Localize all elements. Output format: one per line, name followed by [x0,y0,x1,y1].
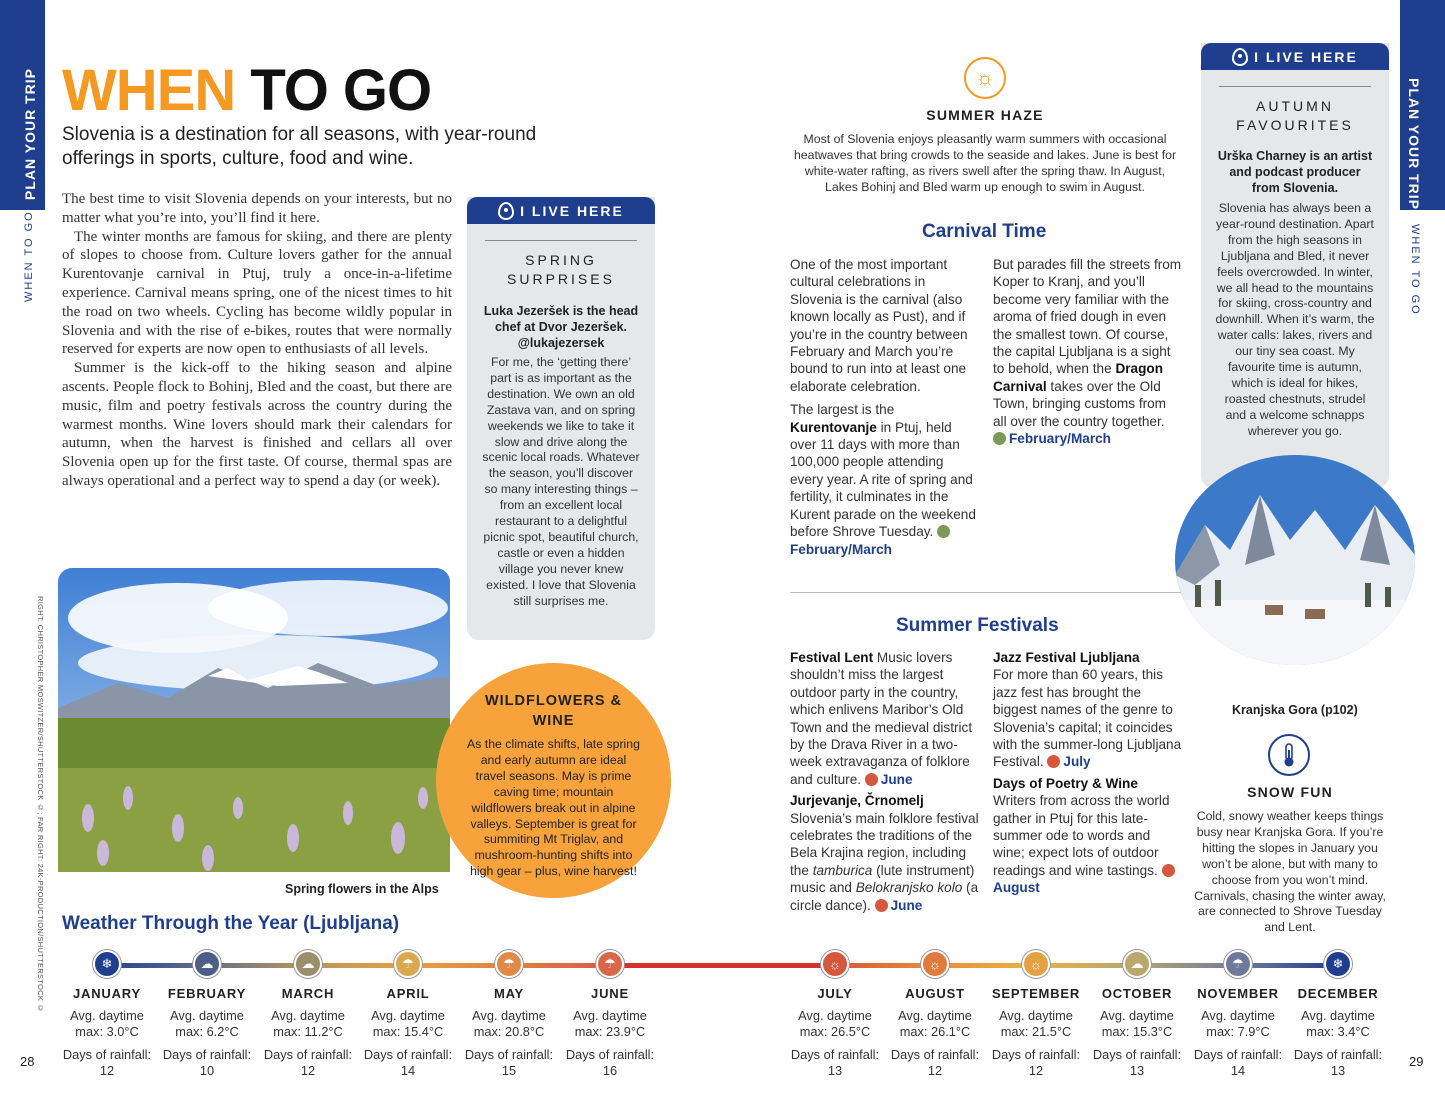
snowflake-icon: ❄ [1324,950,1352,978]
cloud-sun-icon: ☁ [1123,950,1151,978]
avg-max-temp: Avg. daytime max: 23.9°C [573,1008,647,1039]
card-subtitle: AUTUMN FAVOURITES [1219,86,1371,135]
text: in Ptuj, held over 11 days with more than 100,000 people attending every year. A rite of spring and fertility, it culminates in the Kurent parade on the weekend before Shrove Tuesday. [790,419,976,540]
rainfall-label: Days of rainfall: [363,1047,453,1062]
event-name: Jazz Festival Ljubljana [993,650,1140,665]
month-name: JULY [817,986,853,1001]
avg-max-temp: Avg. daytime max: 3.4°C [1301,1008,1375,1039]
month-name: JANUARY [73,986,141,1001]
avg-max-temp: Avg. daytime max: 15.4°C [371,1008,445,1039]
rainfall-label: Days of rainfall: [62,1047,152,1062]
rainfall-label: Days of rainfall: [790,1047,880,1062]
wildflowers-title: WILDFLOWERS & WINE [484,693,623,729]
body-paragraph: The winter months are famous for skiing, and there are plenty of slopes to choose from. Culture lovers gather for the annual Kurentovanje carnival in Ptuj, truly a once-in-a-lifetime experience. Carnival means spring, one of the nicest times to hit the road on two wheels. Cycling has become wildly popular in Slovenia and with the rise of e-bikes, routes that were normally reserved for experts are now open to enthusiasts of all levels. [62,228,452,358]
month-name: NOVEMBER [1197,986,1279,1001]
photo-caption: Kranjska Gora (p102) [1232,703,1358,717]
carnival-col2 [993,256,1183,447]
rain-icon: ☂ [596,950,624,978]
festival-item [790,649,980,788]
rainfall-days: 13 [1330,1063,1346,1078]
kranjska-gora-photo [1175,455,1415,665]
month-name: OCTOBER [1101,986,1173,1001]
avg-max-temp: Avg. daytime max: 6.2°C [170,1008,244,1039]
plan-your-trip-tab-left [0,0,45,210]
sun-icon [865,773,878,786]
festivals-heading: Summer Festivals [896,615,1059,636]
event-name: Days of Poetry & Wine [993,775,1138,791]
carnival-heading: Carnival Time [922,221,1047,242]
snowflake-icon: ❄ [93,950,121,978]
month-name: APRIL [386,986,430,1001]
rainfall-days: 12 [99,1063,115,1078]
avg-max-temp: Avg. daytime max: 11.2°C [271,1008,345,1039]
summer-haze-text: Most of Slovenia enjoys pleasantly warm summers with occasional heatwaves that bring crowds to the seaside and lakes. June is best for white-water rafting, as rivers swell after the spring thaw. In August, Lakes Bohinj and Bled warm up enough to swim in August. [793,132,1177,194]
divider [790,592,1186,593]
intro-text: Slovenia is a destination for all seasons, with year-round offerings in sports, culture, food and wine. [62,124,537,169]
i-live-here-card-autumn [1201,43,1389,488]
timeline-bar [835,963,1338,968]
festival-item [993,649,1185,771]
section-label-left: WHEN TO GO [23,210,35,302]
rain-icon: ☂ [1224,950,1252,978]
month-tag: June [880,771,913,787]
card-header-label: I LIVE HERE [1254,48,1358,65]
carnival-col1 [790,256,980,558]
sun-icon: ☼ [821,950,849,978]
carnival-paragraph [790,401,980,558]
month-column [1183,985,1293,1079]
body-paragraph: Summer is the kick-off to the hiking season and alpine ascents. People flock to Bohinj, Bled and the coast, but there are music, film and poetry festivals across the country during the warmest months. Wine lovers should mark their calendars for autumn, when the harvest is finished and cellars all over Slovenia open up for the first taste. Of course, thermal spas are always operational and a perfect way to spend a day (or week). [62,360,452,489]
festivals-col2 [993,649,1185,897]
avg-max-temp: Avg. daytime max: 20.8°C [472,1008,546,1039]
tab-label: PLAN YOUR TRIP [22,68,38,200]
month-column [1283,985,1393,1079]
month-column [152,985,262,1079]
rainfall-days: 13 [827,1063,843,1078]
rainfall-label: Days of rainfall: [991,1047,1081,1062]
location-pin-icon [1232,48,1248,66]
card-intro: Urška Charney is an artist and podcast producer from Slovenia. [1217,149,1373,195]
location-pin-icon [498,202,514,220]
wildflowers-text: As the climate shifts, late spring and early autumn are ideal travel seasons. May is prime caving time; mountain wildflowers break out in alpine valleys. September is great for summiting Mt Triglav, and mushroom-hunting shifts into high gear – plus, wine harvest! [467,737,640,879]
month-column [1082,985,1192,1079]
rain-icon: ☂ [495,950,523,978]
title-black: TO GO [235,58,432,123]
cloud-sun-icon: ☁ [294,950,322,978]
rainfall-label: Days of rainfall: [1193,1047,1283,1062]
rainfall-label: Days of rainfall: [162,1047,252,1062]
festivals-col1 [790,649,980,914]
sun-icon [1162,864,1175,877]
sun-icon: ☼ [921,950,949,978]
avg-max-temp: Avg. daytime max: 21.5°C [999,1008,1073,1039]
rainfall-days: 12 [1028,1063,1044,1078]
month-column [555,985,665,1079]
timeline-bar [96,963,619,968]
month-column [981,985,1091,1079]
rainfall-label: Days of rainfall: [565,1047,655,1062]
card-text: For me, the ‘getting there’ part is as important as the destination. We own an old Zastava van, and on spring weekends we like to take it slow and drive along the scenic local roads. Whatever the season, you’ll discover so many interesting things – from an excellent local restaurant to a delightful picnic spot, beautiful church, castle or even a hidden village you never knew existed. I love that Slovenia still surprises me. [482,355,640,608]
text: Writers from across the world gather in Ptuj for this late-summer ode to words and wine; expect lots of outdoor readings and wine tastings. [993,793,1170,878]
text: tamburica [812,862,873,878]
rainfall-label: Days of rainfall: [464,1047,554,1062]
card-header [467,197,655,224]
event-name: Jurjevanje, Črnomelj [790,793,924,809]
month-column [880,985,990,1079]
rainfall-label: Days of rainfall: [890,1047,980,1062]
card-header-label: I LIVE HERE [520,202,624,219]
festival-item [790,792,980,914]
month-tag: February/March [1009,431,1111,447]
cloud-sun-icon: ☁ [193,950,221,978]
photo-credit: RIGHT: CHRISTOPHER MOSWITZER/SHUTTERSTOCK ©; FAR RIGHT: 24K-PRODUCTION/SHUTTERSTOCK © [36,596,45,1013]
text: Slovenia’s main folklore festival celebrates the traditions of the Bela Krajina region, including the [790,810,979,878]
body-paragraph: The best time to visit Slovenia depends on your interests, but no matter what you’re into, you’ll find it here. [62,191,452,226]
text: (lute instrument) music and [790,862,975,896]
carnival-paragraph: One of the most important cultural celebrations in Slovenia is the carnival (also known locally as Pust), and if you’re in the country between February and March you’re bound to run into at least one elaborate celebration. [790,257,968,394]
section-label-right: WHEN TO GO [1409,224,1421,316]
summer-haze-title: SUMMER HAZE [926,107,1044,123]
rainfall-label: Days of rainfall: [263,1047,353,1062]
avg-max-temp: Avg. daytime max: 7.9°C [1201,1008,1275,1039]
avg-max-temp: Avg. daytime max: 26.1°C [898,1008,972,1039]
rainfall-label: Days of rainfall: [1092,1047,1182,1062]
snow-fun-text: Cold, snowy weather keeps things busy near Kranjska Gora. If you’re hitting the slopes in January you won’t be alone, but with many to choose from you won’t mind. Carnivals, chasing the winter away, are connected to Shrove Tuesday and Lent. [1194,809,1386,935]
rainfall-days: 16 [602,1063,618,1078]
plan-your-trip-tab-right [1400,0,1445,210]
rainfall-days: 12 [300,1063,316,1078]
page-number-left: 28 [20,1054,35,1069]
month-name: AUGUST [905,986,965,1001]
month-name: DECEMBER [1297,986,1379,1001]
text: takes over the Old Town, bringing customs from all over the country together. [993,378,1167,429]
card-header [1201,43,1389,70]
month-column [454,985,564,1079]
month-name: SEPTEMBER [991,986,1081,1001]
event-name: Kurentovanje [790,419,877,435]
month-tag: August [993,880,1040,896]
i-live-here-card-spring [467,197,655,640]
photo-caption: Spring flowers in the Alps [285,882,439,896]
card-intro: Luka Jezeršek is the head chef at Dvor Jezeršek. @lukajezersek [483,304,639,350]
body-text [62,190,452,491]
month-tag: February/March [790,541,892,557]
spring-flowers-photo [58,568,450,872]
month-name: MARCH [281,986,335,1001]
card-subtitle: SPRING SURPRISES [485,240,637,289]
event-name: Festival Lent [790,650,874,665]
snow-fun-title: SNOW FUN [1247,784,1333,800]
month-column [353,985,463,1079]
month-column [52,985,162,1079]
month-name: JUNE [591,986,629,1001]
text: (a circle dance). [790,880,979,913]
month-column [780,985,890,1079]
month-name: FEBRUARY [167,986,247,1001]
cloud-sun-icon [937,525,950,538]
cloud-sun-icon [993,432,1006,445]
rainfall-days: 15 [501,1063,517,1078]
rainfall-days: 13 [1129,1063,1145,1078]
month-name: MAY [493,986,525,1001]
sun-icon: ☼ [964,57,1006,99]
text: Music lovers shouldn’t miss the largest outdoor party in the country, which enlivens Maribor’s Old Town and the medieval district by the Drava River in a two-week extravaganza of folklore and culture. [790,650,973,787]
wildflowers-wine-circle [436,663,671,898]
month-column [253,985,363,1079]
avg-max-temp: Avg. daytime max: 26.5°C [798,1008,872,1039]
card-text: Slovenia has always been a year-round destination. Apart from the high seasons in Ljubljana and Bled, it never feels overcrowded. In winter, we all head to the mountains for skiing, cross-country and downhill. When it’s warm, the water calls: lakes, rivers and our tiny sea coast. My favourite time is autumn, which is ideal for hikes, roasted chestnuts, strudel and a welcome schnapps wherever you go. [1215,201,1375,438]
month-tag: June [890,897,923,913]
rainfall-days: 14 [400,1063,416,1078]
event-name: Dragon Carnival [993,361,1164,394]
page-number-right: 29 [1409,1054,1424,1069]
festival-item [993,775,1185,897]
rainfall-days: 10 [199,1063,215,1078]
sun-icon [1047,755,1060,768]
timeline-bar [619,963,835,968]
page-title [62,58,431,124]
rainfall-days: 14 [1230,1063,1246,1078]
weather-title: Weather Through the Year (Ljubljana) [62,913,400,934]
title-orange: WHEN [62,58,236,123]
tab-label: PLAN YOUR TRIP [1406,78,1422,210]
rainfall-days: 12 [927,1063,943,1078]
carnival-paragraph [993,256,1183,447]
text: Belokranjsko kolo [855,880,963,896]
sun-icon: ☼ [1022,950,1050,978]
avg-max-temp: Avg. daytime max: 3.0°C [70,1008,144,1039]
rain-icon: ☂ [394,950,422,978]
month-tag: July [1063,754,1091,770]
sun-icon [875,899,888,912]
rainfall-label: Days of rainfall: [1293,1047,1383,1062]
text: But parades fill the streets from Koper to Kranj, and you’ll become very familiar with the aroma of fried dough in even the smallest town. Of course, the capital Ljubljana is a sight to behold, when the [993,257,1182,377]
thermometer-icon [1268,734,1310,776]
avg-max-temp: Avg. daytime max: 15.3°C [1100,1008,1174,1039]
text: For more than 60 years, this jazz fest has brought the biggest names of the genre to Slovenia’s capital; it coincides with the summer-long Ljubljana Festival. [993,667,1182,770]
text: The largest is the [790,402,895,418]
